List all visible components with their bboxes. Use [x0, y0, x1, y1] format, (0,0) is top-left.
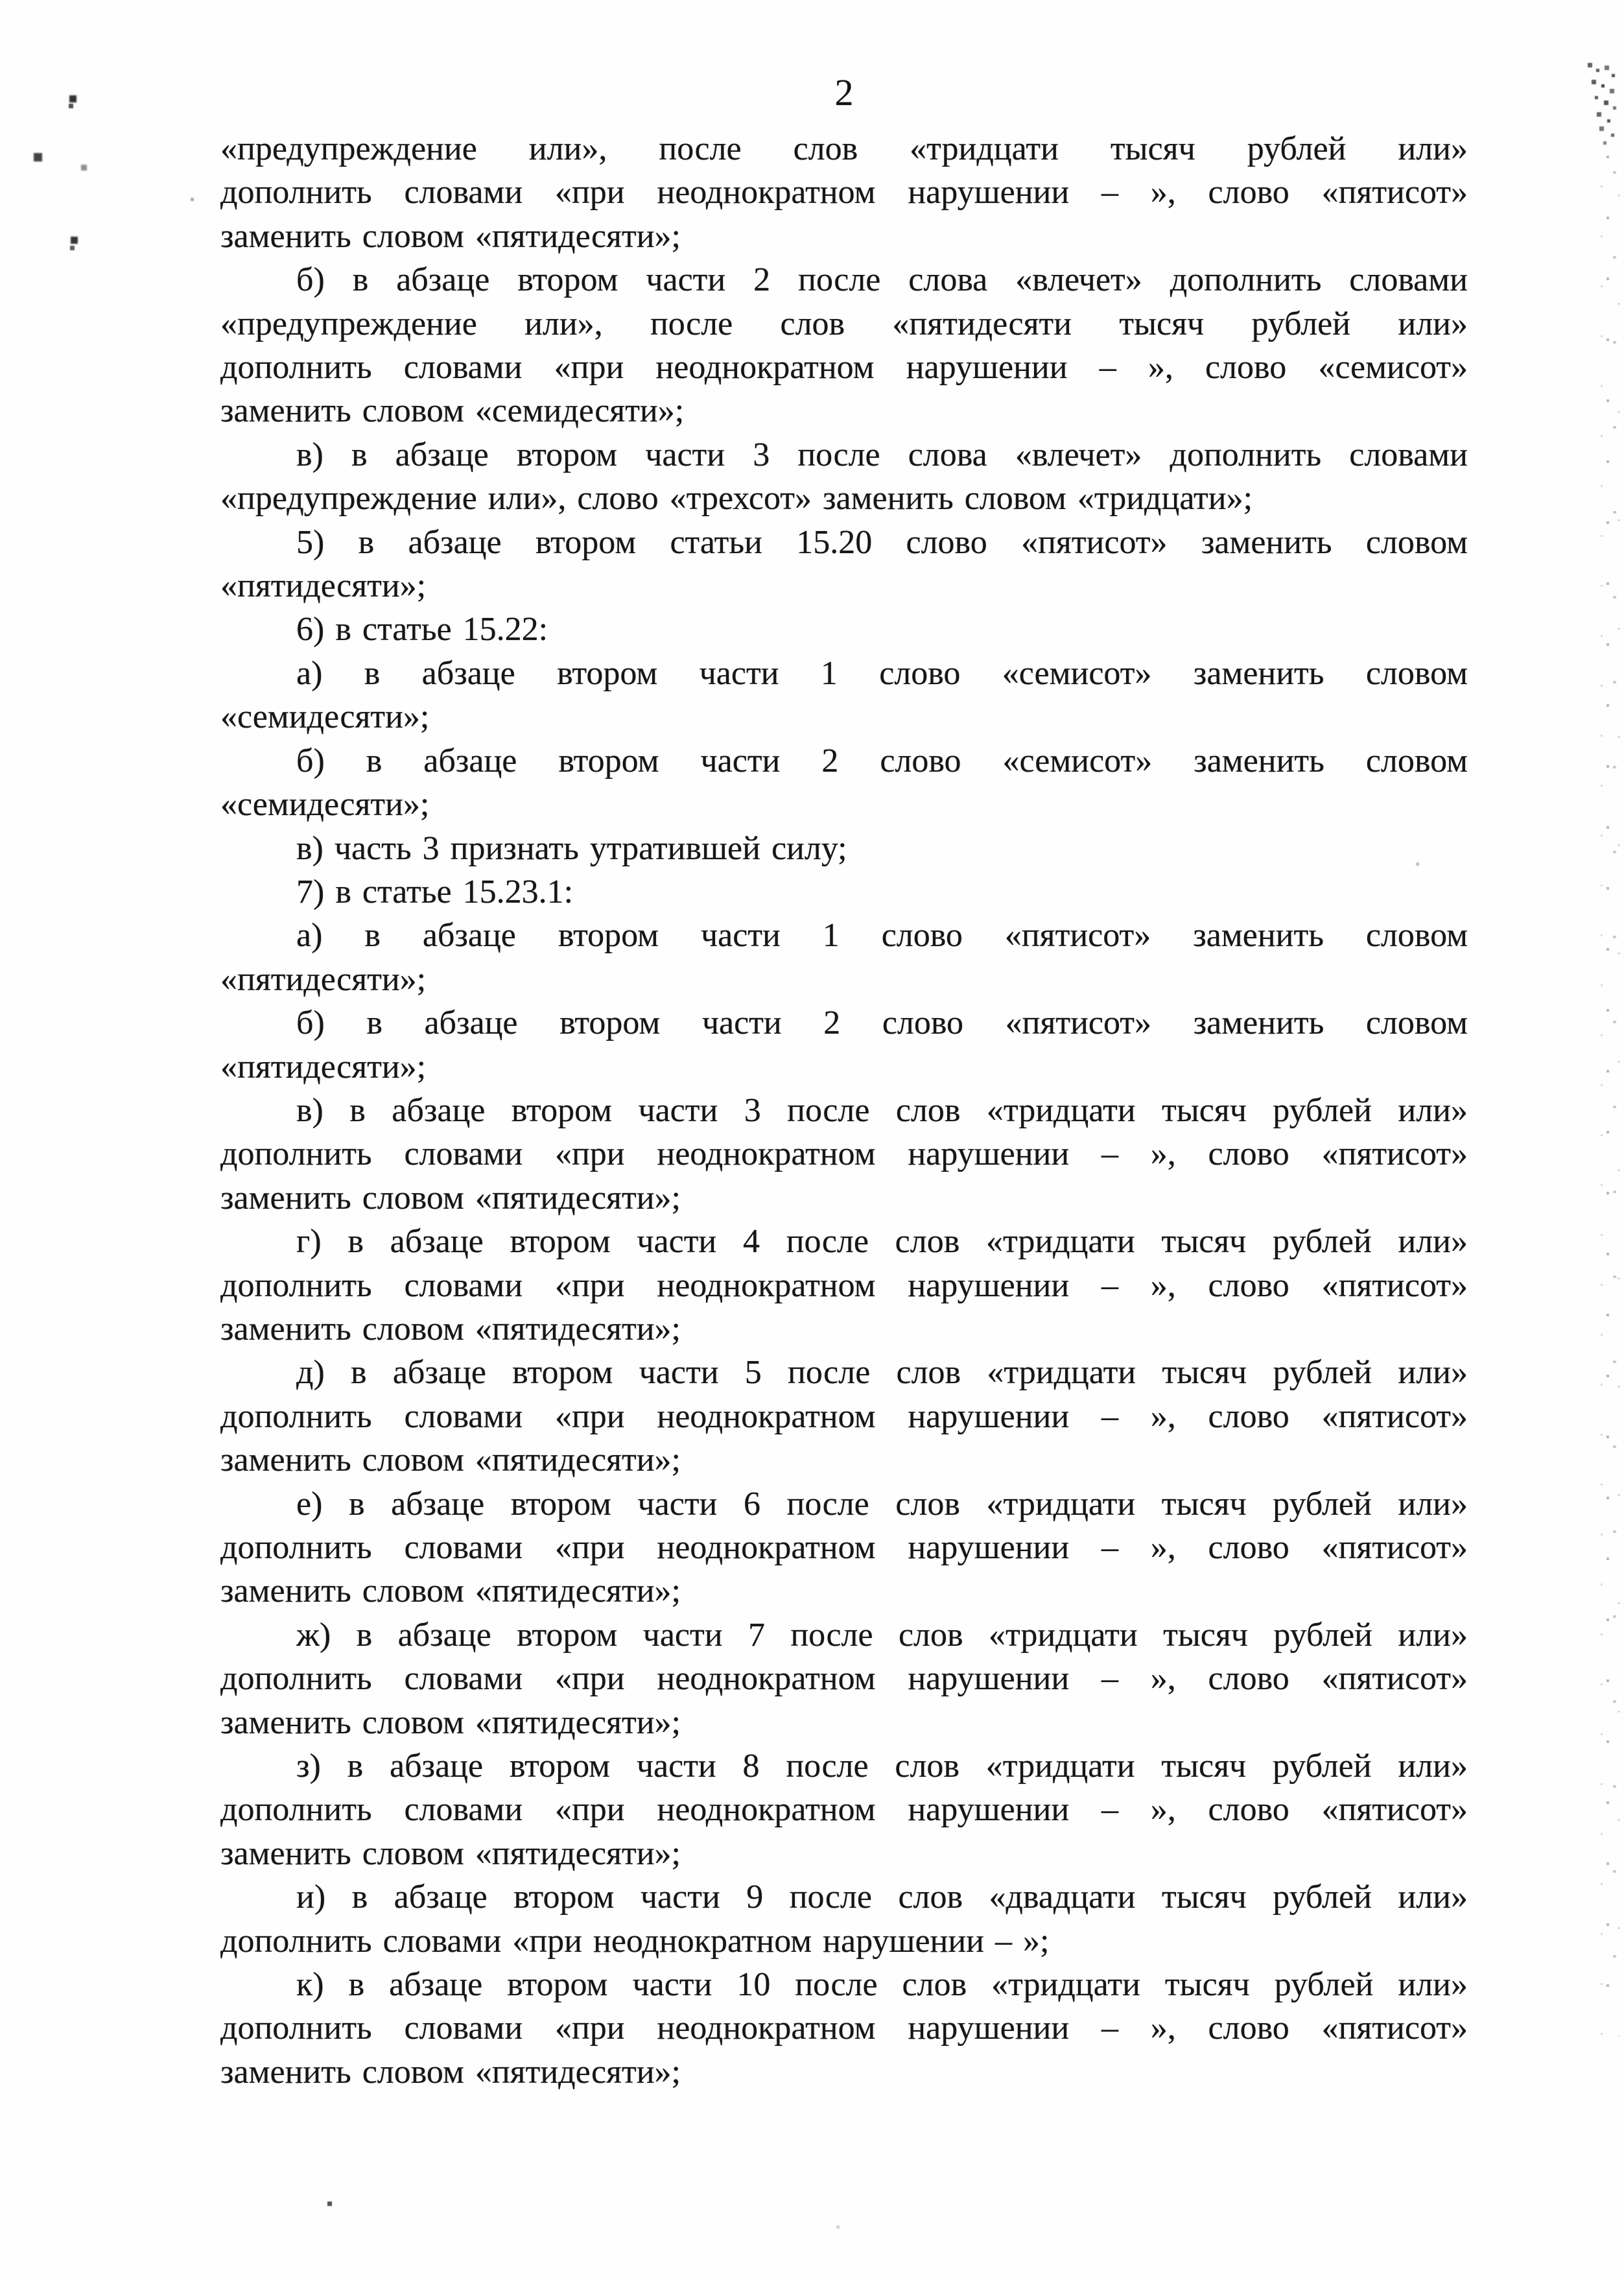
text-line: «предупреждение или», слово «трехсот» заменить словом «тридцати»;: [220, 480, 1253, 517]
paragraph: [220, 521, 1468, 608]
text-line: дополнить словами «при неоднократном нарушении – », слово «пятисот»: [220, 1135, 1468, 1173]
text-line: 7) в статье 15.23.1:: [296, 873, 574, 910]
text-line: «семидесяти»;: [220, 698, 430, 736]
page-number: 2: [834, 71, 854, 113]
top-right-scan-noise: [0, 0, 1, 1]
text-line: дополнить словами «при неоднократном нарушении – », слово «пятисот»: [220, 1660, 1468, 1698]
paragraph: [220, 258, 1468, 433]
text-line: «пятидесяти»;: [220, 960, 427, 998]
text-line: ж) в абзаце втором части 7 после слов «тридцати тысяч рублей или»: [296, 1616, 1468, 1654]
text-line: дополнить словами «при неоднократном нарушении – », слово «пятисот»: [220, 1266, 1468, 1304]
document-body: [220, 127, 1468, 2094]
text-line: «предупреждение или», после слов «пятидесяти тысяч рублей или»: [220, 305, 1468, 342]
text-line: заменить словом «пятидесяти»;: [220, 2053, 681, 2091]
text-line: а) в абзаце втором части 1 слово «семисот» заменить словом: [296, 654, 1468, 692]
text-line: б) в абзаце втором части 2 после слова «влечет» дополнить словами: [296, 261, 1468, 299]
text-line: дополнить словами «при неоднократном нарушении – », слово «семисот»: [220, 349, 1468, 386]
text-line: заменить словом «пятидесяти»;: [220, 1442, 681, 1479]
text-line: к) в абзаце втором части 10 после слов «тридцати тысяч рублей или»: [296, 1966, 1468, 2004]
text-line: заменить словом «пятидесяти»;: [220, 1572, 681, 1610]
paragraph: [220, 1875, 1468, 1963]
text-line: г) в абзаце втором части 4 после слов «тридцати тысяч рублей или»: [296, 1223, 1468, 1261]
text-line: заменить словом «пятидесяти»;: [220, 1703, 681, 1741]
text-line: «пятидесяти»;: [220, 1048, 427, 1086]
text-line: д) в абзаце втором части 5 после слов «тридцати тысяч рублей или»: [296, 1354, 1468, 1392]
paragraph: [220, 914, 1468, 1001]
paragraph: [220, 608, 1468, 651]
paragraph: [220, 652, 1468, 739]
text-line: в) часть 3 признать утратившей силу;: [296, 829, 847, 867]
paragraph: [220, 827, 1468, 870]
paragraph: [220, 127, 1468, 258]
text-line: б) в абзаце втором части 2 слово «семисот» заменить словом: [296, 742, 1468, 779]
text-line: а) в абзаце втором части 1 слово «пятисот» заменить словом: [296, 917, 1468, 955]
paragraph: [220, 1089, 1468, 1220]
right-edge-scan-speckle: [1599, 156, 1622, 2036]
text-line: заменить словом «пятидесяти»;: [220, 217, 681, 255]
text-line: дополнить словами «при неоднократном нарушении – »;: [220, 1922, 1050, 1960]
text-line: заменить словом «семидесяти»;: [220, 392, 685, 430]
text-line: 6) в статье 15.22:: [296, 611, 548, 648]
text-line: дополнить словами «при неоднократном нарушении – », слово «пятисот»: [220, 174, 1468, 211]
paragraph: [220, 1482, 1468, 1613]
paragraph: [220, 433, 1468, 521]
text-line: заменить словом «пятидесяти»;: [220, 1179, 681, 1216]
text-line: заменить словом «пятидесяти»;: [220, 1834, 681, 1872]
paragraph: [220, 739, 1468, 827]
paragraph: [220, 1351, 1468, 1482]
text-line: дополнить словами «при неоднократном нарушении – », слово «пятисот»: [220, 2010, 1468, 2047]
paragraph: [220, 1613, 1468, 1744]
text-line: б) в абзаце втором части 2 слово «пятисот» заменить словом: [296, 1004, 1468, 1042]
paragraph: [220, 1001, 1468, 1089]
paragraph: [220, 1744, 1468, 1875]
text-line: «семидесяти»;: [220, 786, 430, 824]
paragraph: [220, 1220, 1468, 1351]
text-line: в) в абзаце втором части 3 после слов «тридцати тысяч рублей или»: [296, 1091, 1468, 1129]
text-line: е) в абзаце втором части 6 после слов «тридцати тысяч рублей или»: [296, 1485, 1468, 1523]
text-line: 5) в абзаце втором статьи 15.20 слово «пятисот» заменить словом: [296, 523, 1468, 561]
text-line: дополнить словами «при неоднократном нарушении – », слово «пятисот»: [220, 1397, 1468, 1435]
paragraph: [220, 870, 1468, 914]
text-line: и) в абзаце втором части 9 после слов «двадцати тысяч рублей или»: [296, 1879, 1468, 1916]
text-line: дополнить словами «при неоднократном нарушении – », слово «пятисот»: [220, 1791, 1468, 1829]
text-line: «предупреждение или», после слов «тридцати тысяч рублей или»: [220, 130, 1468, 167]
text-line: в) в абзаце втором части 3 после слова «влечет» дополнить словами: [296, 436, 1468, 473]
text-line: заменить словом «пятидесяти»;: [220, 1310, 681, 1347]
paragraph: [220, 1963, 1468, 2094]
text-line: «пятидесяти»;: [220, 567, 427, 605]
text-line: з) в абзаце втором части 8 после слов «тридцати тысяч рублей или»: [296, 1748, 1468, 1785]
text-line: дополнить словами «при неоднократном нарушении – », слово «пятисот»: [220, 1529, 1468, 1566]
